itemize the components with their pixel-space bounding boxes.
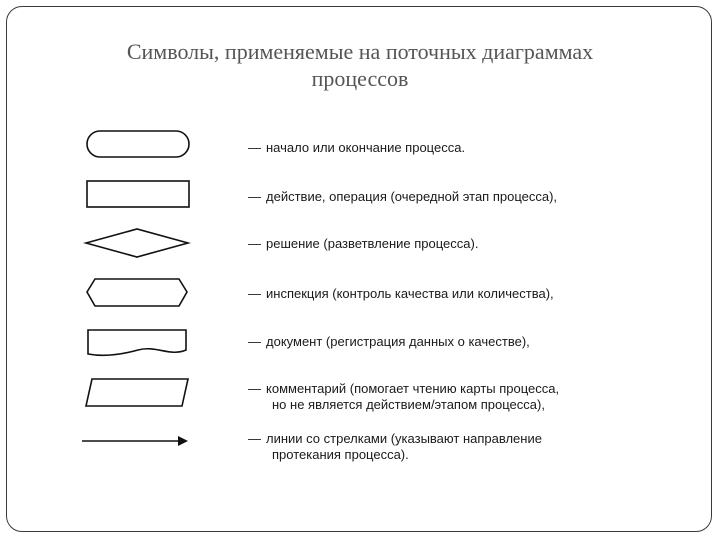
decision-diamond-icon (78, 225, 196, 265)
legend-text: начало или окончание процесса. (266, 140, 466, 155)
legend-text: комментарий (помогает чтению карты процесса, (266, 381, 560, 396)
legend-item-inspection (248, 286, 554, 302)
legend-item-process (248, 189, 557, 205)
legend-dash: — (248, 140, 261, 155)
legend-text-continued: но не является действием/этапом процесса), (272, 397, 545, 412)
legend-text: документ (регистрация данных о качестве), (266, 334, 530, 349)
comment-parallelogram-icon (78, 375, 196, 415)
legend-text-continued: протекания процесса). (272, 447, 409, 462)
legend-text: линии со стрелками (указывают направление (266, 431, 542, 446)
legend-item-decision (248, 236, 478, 252)
legend-dash: — (248, 236, 261, 251)
legend-dash: — (248, 286, 261, 301)
legend-text: действие, операция (очередной этап процесса), (266, 189, 558, 204)
legend-item-terminator (248, 140, 465, 156)
legend-item-comment (248, 381, 559, 413)
arrow-line-icon (78, 425, 196, 465)
legend-dash: — (248, 431, 261, 446)
title-line-1: Символы, применяемые на поточных диаграммах (126, 39, 594, 64)
legend-text: решение (разветвление процесса). (266, 236, 479, 251)
document-wave-icon (78, 326, 196, 366)
legend-item-arrow (248, 431, 542, 463)
legend-dash: — (248, 334, 261, 349)
title-line-2: процессов (311, 66, 409, 91)
slide-title (60, 38, 660, 92)
inspection-hexagon-icon (78, 275, 196, 315)
process-rectangle-icon (78, 176, 196, 216)
legend-dash: — (248, 381, 261, 396)
legend-text: инспекция (контроль качества или количества), (266, 286, 554, 301)
legend-dash: — (248, 189, 261, 204)
terminator-oval-icon (78, 126, 196, 166)
legend-item-document (248, 334, 530, 350)
